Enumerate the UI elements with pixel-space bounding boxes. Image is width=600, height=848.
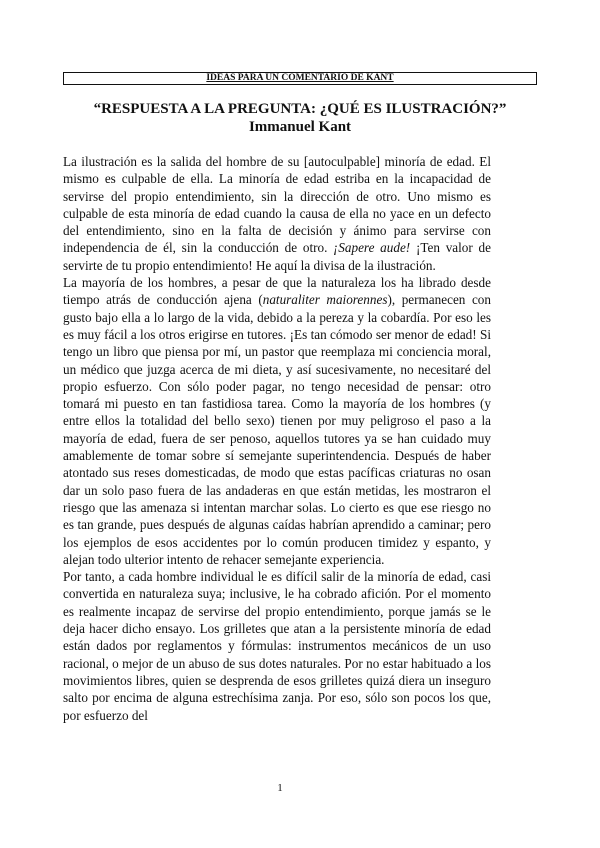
header-label: IDEAS PARA UN COMENTARIO DE KANT — [206, 73, 394, 83]
paragraph-2-emphasis: naturaliter maiorennes — [262, 292, 388, 308]
paragraph-1-text-a: La ilustración es la salida del hombre de su [autoculpable] minoría de edad. El mismo es culpable de ella. La minoría de edad estriba en la incapacidad de servirse del propio entendimiento, sin la dirección de otro. Uno mismo es culpable de esta minoría de edad cuando la causa de ella no yace en un defecto del entendimiento, sino en la falta de decisión y ánimo para servirse con independencia de él, sin la conducción de otro. — [63, 154, 491, 256]
document-author: Immanuel Kant — [248, 119, 352, 135]
paragraph-2-text-a: La mayoría de los hombres, a pesar de que la naturaleza los ha librado desde tiempo atrás de conducción ajena ( — [63, 275, 491, 308]
paragraph-2-text-b: ), permanecen con gusto bajo ella a lo largo de la vida, debido a la pereza y la cobardía. Por eso les es muy fácil a los otros erigirse en tutores. ¡Es tan cómodo ser menor de edad! Si tengo un libro que piensa por mí, un pastor que reemplaza mi conciencia moral, un médico que juzga acerca de mi dieta, y así sucesivamente, no necesitaré del propio esfuerzo. Con sólo poder pagar, no tengo necesidad de pensar: otro tomará mi puesto en tan fastidiosa tarea. Como la mayoría de los hombres (y entre ellos la totalidad del bello sexo) tienen por muy peligroso el paso a la mayoría de edad, fuera de ser penoso, aquellos tutores ya se han cuidado muy amablemente de tomar sobre sí semejante superintendencia. Después de haber atontado sus reses domesticadas, de modo que estas pacíficas criaturas no osan dar un solo paso fuera de las andaderas en que están metidas, les mostraron el riesgo que las amenaza si intentan marchar solas. Lo cierto es que ese riesgo no es tan grande, pues después de algunas caídas habrían aprendido a caminar; pero los ejemplos de esos accidentes por lo común producen timidez y espanto, y alejan todo ulterior intento de rehacer semejante experiencia. — [63, 292, 491, 567]
paragraph-1-emphasis: ¡Sapere aude! — [333, 240, 411, 256]
header-box — [63, 72, 537, 85]
document-title: “RESPUESTA A LA PREGUNTA: ¿QUÉ ES ILUSTRACIÓN?” — [93, 101, 507, 117]
page-number: 1 — [277, 782, 283, 794]
body-text — [63, 153, 491, 724]
paragraph-2 — [63, 274, 491, 568]
paragraph-3 — [63, 568, 491, 724]
paragraph-3-text-a: Por tanto, a cada hombre individual le es difícil salir de la minoría de edad, casi convertida en naturaleza suya; inclusive, le ha cobrado afición. Por el momento es realmente incapaz de servirse del propio entendimiento, porque jamás se le deja hacer dicho ensayo. Los grilletes que atan a la persistente minoría de edad están dados por reglamentos y fórmulas: instrumentos mecánicos de un uso racional, o mejor de un abuso de sus dotes naturales. Por no estar habituado a los movimientos libres, quien se desprenda de esos grilletes quizá diera un inseguro salto por encima de alguna estrechísima zanja. Por eso, sólo son pocos los que, por esfuerzo del — [63, 569, 491, 723]
paragraph-1 — [63, 153, 491, 274]
paragraph-1-text-b: ¡Ten valor de servirte de tu propio entendimiento! He aquí la divisa de la ilustración. — [63, 240, 491, 273]
